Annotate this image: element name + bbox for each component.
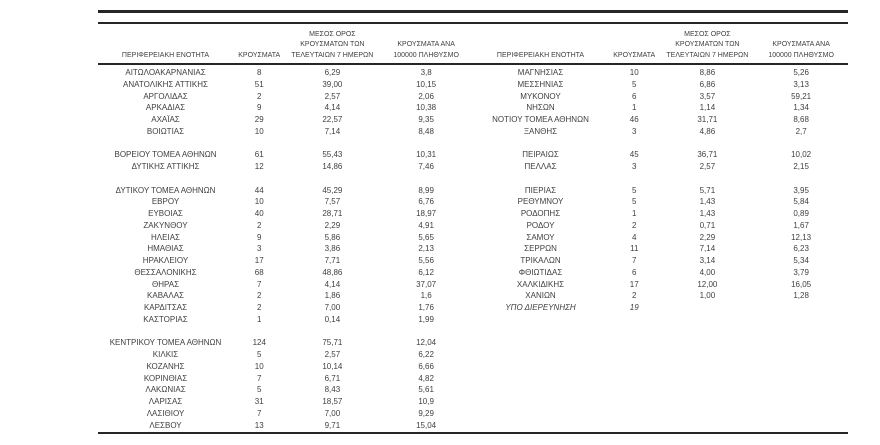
cell-avg7: 6,86 [699, 79, 716, 89]
cell-avg7: 2,57 [324, 91, 341, 101]
cell-cases: 68 [254, 267, 264, 277]
cell-region: ΔΥΤΙΚΟΥ ΤΟΜΕΑ ΑΘΗΝΩΝ [115, 185, 216, 195]
cell-cases: 51 [254, 79, 264, 89]
left-table [98, 26, 473, 431]
cell-avg7: 6,29 [324, 68, 341, 77]
cell-cases: 3 [257, 244, 262, 254]
table-row [98, 149, 473, 161]
cell-avg7: 7,14 [699, 244, 716, 254]
table-row [98, 220, 473, 232]
cell-cases: 61 [254, 150, 264, 160]
left-table-rows [98, 63, 473, 431]
cell-per100k: 9,35 [418, 115, 434, 124]
cell-region: ΕΒΡΟΥ [151, 197, 180, 207]
table-row [473, 161, 848, 173]
cell-per100k: 12,04 [416, 338, 437, 348]
cell-region: ΒΟΡΕΙΟΥ ΤΟΜΕΑ ΑΘΗΝΩΝ [114, 150, 217, 160]
table-row [473, 267, 848, 279]
cell-per100k: 8,68 [793, 115, 809, 124]
cell-avg7: 2,29 [699, 232, 716, 242]
table-row [98, 361, 473, 373]
table-row [473, 290, 848, 302]
table-row [98, 91, 473, 103]
cell-per100k: 1,99 [418, 314, 434, 324]
cell-avg7: 31,71 [697, 115, 718, 124]
cell-avg7: 7,00 [324, 303, 341, 312]
cell-avg7: 4,86 [699, 126, 716, 136]
cell-region: ΝΗΣΩΝ [526, 103, 555, 113]
col-header-region-label: ΠΕΡΙΦΕΡΕΙΑΚΗ ΕΝΟΤΗΤΑ [121, 51, 210, 59]
table-row [473, 220, 848, 232]
table-row [98, 267, 473, 279]
table-row [473, 208, 848, 220]
cell-per100k: 1,6 [420, 291, 432, 301]
cell-per100k: 8,99 [418, 185, 434, 195]
cell-per100k: 5,61 [418, 385, 434, 395]
table-row [98, 396, 473, 408]
table-row [98, 290, 473, 302]
table-row [98, 102, 473, 114]
cell-avg7: 0,14 [324, 314, 341, 324]
cell-per100k: 2,15 [793, 162, 809, 171]
cell-cases: 9 [257, 103, 262, 113]
cell-avg7: 22,57 [322, 115, 343, 124]
cell-region: ΗΜΑΘΙΑΣ [147, 244, 184, 254]
col-header-avg7-line2: ΚΡΟΥΣΜΑΤΩΝ ΤΩΝ [300, 41, 365, 48]
table-row [473, 232, 848, 244]
cell-cases: 3 [632, 162, 637, 171]
cell-cases: 2 [632, 291, 637, 301]
table-row [98, 243, 473, 255]
table-row [473, 79, 848, 91]
cell-avg7: 3,57 [699, 91, 716, 101]
cell-region: ΠΕΛΛΑΣ [524, 162, 557, 171]
cell-cases: 1 [632, 103, 637, 113]
cell-per100k: 6,66 [418, 361, 434, 371]
col-header-cases [608, 51, 661, 62]
cell-avg7: 8,86 [699, 68, 716, 77]
cell-cases: 5 [257, 385, 262, 395]
cell-cases: 5 [632, 185, 637, 195]
table-row [473, 114, 848, 126]
col-header-cases-label: ΚΡΟΥΣΜΑΤΑ [238, 51, 281, 59]
cell-avg7: 6,71 [324, 373, 341, 383]
cell-cases: 5 [632, 197, 637, 207]
table-row [473, 279, 848, 291]
cell-region: ΛΕΣΒΟΥ [149, 420, 182, 430]
table-row [98, 255, 473, 267]
col-header-per100k-line2: 100000 ΠΛΗΘΥΣΜΟ [393, 51, 459, 59]
table-row [98, 302, 473, 314]
cell-region: ΒΟΙΩΤΙΑΣ [146, 126, 185, 136]
cell-cases: 124 [252, 338, 266, 348]
cell-cases: 29 [254, 115, 264, 124]
col-header-region-label: ΠΕΡΙΦΕΡΕΙΑΚΗ ΕΝΟΤΗΤΑ [496, 51, 585, 59]
cell-region: ΑΧΑΪΑΣ [151, 115, 180, 124]
table-row [473, 91, 848, 103]
table-row [98, 196, 473, 208]
cell-region: ΛΑΡΙΣΑΣ [148, 397, 183, 406]
cell-per100k: 7,46 [418, 162, 434, 171]
cell-per100k: 10,9 [418, 397, 434, 406]
cell-per100k: 6,12 [418, 267, 434, 277]
cell-avg7: 9,71 [324, 420, 341, 430]
col-header-per100k [754, 40, 848, 61]
spacer-row [473, 138, 848, 150]
table-row [473, 196, 848, 208]
cell-avg7: 36,71 [697, 150, 718, 160]
cell-per100k: 9,29 [418, 408, 434, 418]
cell-region: ΠΕΙΡΑΙΩΣ [522, 150, 559, 160]
cell-cases: 10 [254, 126, 264, 136]
table-row [98, 279, 473, 291]
table-row [98, 232, 473, 244]
cell-region: ΚΑΣΤΟΡΙΑΣ [143, 314, 188, 324]
spacer-row [98, 138, 473, 150]
cell-region: ΦΘΙΩΤΙΔΑΣ [518, 267, 563, 277]
right-table [473, 26, 848, 431]
table-row [473, 255, 848, 267]
col-header-avg7-line1: ΜΕΣΟΣ ΟΡΟΣ [684, 30, 731, 38]
cell-avg7: 75,71 [322, 338, 343, 348]
cell-region: ΛΑΣΙΘΙΟΥ [146, 408, 185, 418]
tables-area [98, 26, 848, 431]
cell-cases: 45 [629, 150, 639, 160]
table-row [473, 149, 848, 161]
cell-region: ΕΥΒΟΙΑΣ [148, 209, 183, 218]
col-header-cases [233, 51, 286, 62]
cell-region: ΛΑΚΩΝΙΑΣ [145, 385, 186, 395]
cell-region: ΑΙΤΩΛΟΑΚΑΡΝΑΝΙΑΣ [125, 68, 206, 77]
cell-avg7: 1,43 [699, 197, 716, 207]
cell-per100k: 2,13 [418, 244, 434, 254]
col-header-avg7-line2: ΚΡΟΥΣΜΑΤΩΝ ΤΩΝ [675, 41, 740, 48]
cell-per100k: 0,89 [793, 209, 809, 218]
cell-avg7: 39,00 [322, 79, 343, 89]
cell-per100k: 59,21 [791, 91, 812, 101]
cell-region: ΥΠΟ ΔΙΕΡΕΥΝΗΣΗ [505, 303, 576, 312]
cell-region: ΑΡΓΟΛΙΔΑΣ [143, 91, 188, 101]
cell-per100k: 1,76 [418, 303, 434, 312]
cell-cases: 7 [257, 279, 262, 289]
table-row [473, 185, 848, 197]
cell-cases: 6 [632, 267, 637, 277]
cell-cases: 2 [257, 220, 262, 230]
cell-avg7: 1,14 [699, 103, 716, 113]
col-header-avg7-line1: ΜΕΣΟΣ ΟΡΟΣ [309, 30, 356, 38]
top-rule-thin [98, 22, 848, 24]
cell-cases: 7 [632, 256, 637, 265]
cell-region: ΑΝΑΤΟΛΙΚΗΣ ΑΤΤΙΚΗΣ [123, 79, 208, 89]
cell-avg7: 28,71 [322, 209, 343, 218]
cell-per100k: 4,82 [418, 373, 434, 383]
cell-region: ΧΑΝΙΩΝ [525, 291, 556, 301]
table-row [98, 185, 473, 197]
cell-region: ΚΟΡΙΝΘΙΑΣ [143, 373, 188, 383]
cell-per100k: 1,67 [793, 220, 809, 230]
cell-region: ΚΟΖΑΝΗΣ [146, 361, 185, 371]
table-row [98, 373, 473, 385]
table-row [98, 208, 473, 220]
cell-cases: 2 [257, 303, 262, 312]
cell-avg7: 7,57 [324, 197, 341, 207]
cell-cases: 3 [632, 126, 637, 136]
col-header-per100k-line2: 100000 ΠΛΗΘΥΣΜΟ [768, 51, 834, 59]
cell-region: ΤΡΙΚΑΛΩΝ [520, 256, 561, 265]
cell-per100k: 16,05 [791, 279, 812, 289]
cell-per100k: 1,28 [793, 291, 809, 301]
cell-per100k: 4,91 [418, 220, 434, 230]
cell-per100k: 12,13 [791, 232, 812, 242]
cell-cases: 7 [257, 408, 262, 418]
cell-per100k: 5,56 [418, 256, 434, 265]
cell-avg7: 2,29 [324, 220, 341, 230]
cell-region: ΘΕΣΣΑΛΟΝΙΚΗΣ [134, 267, 197, 277]
cell-cases: 2 [257, 91, 262, 101]
table-row [98, 67, 473, 79]
cell-avg7: 1,00 [699, 291, 716, 301]
cell-avg7: 1,86 [324, 291, 341, 301]
table-row [98, 420, 473, 432]
table-row [473, 302, 848, 314]
cell-per100k: 37,07 [416, 279, 437, 289]
cell-per100k: 5,65 [418, 232, 434, 242]
cell-avg7: 5,71 [699, 185, 716, 195]
cell-avg7: 18,57 [322, 397, 343, 406]
right-table-header [473, 26, 848, 63]
table-row [98, 79, 473, 91]
col-header-avg7 [286, 30, 380, 62]
cell-per100k: 15,04 [416, 420, 437, 430]
table-row [98, 349, 473, 361]
cell-region: ΔΥΤΙΚΗΣ ΑΤΤΙΚΗΣ [131, 162, 200, 171]
left-table-header [98, 26, 473, 63]
cell-cases: 2 [632, 220, 637, 230]
cell-region: ΡΟΔΟΥ [526, 220, 555, 230]
table-row [473, 102, 848, 114]
cell-region: ΘΗΡΑΣ [151, 279, 180, 289]
cell-per100k: 10,02 [791, 150, 812, 160]
cell-region: ΜΥΚΟΝΟΥ [520, 91, 561, 101]
cell-cases: 13 [254, 420, 264, 430]
cell-per100k: 1,34 [793, 103, 809, 113]
cell-cases: 10 [254, 361, 264, 371]
right-table-rows [473, 63, 848, 314]
cell-avg7: 7,14 [324, 126, 341, 136]
cell-region: ΜΑΓΝΗΣΙΑΣ [517, 68, 564, 77]
cell-cases: 46 [629, 115, 639, 124]
cell-region: ΚΙΛΚΙΣ [152, 350, 179, 359]
col-header-per100k [379, 40, 473, 61]
cell-region: ΠΙΕΡΙΑΣ [524, 185, 557, 195]
cell-avg7: 1,43 [699, 209, 716, 218]
cell-cases: 10 [254, 197, 264, 207]
table-row [473, 67, 848, 79]
cell-region: ΜΕΣΣΗΝΙΑΣ [517, 79, 564, 89]
cell-cases: 17 [254, 256, 264, 265]
cell-region: ΡΕΘΥΜΝΟΥ [517, 197, 564, 207]
cell-avg7: 4,00 [699, 267, 716, 277]
table-row [98, 126, 473, 138]
cell-per100k: 10,38 [416, 103, 437, 113]
col-header-cases-label: ΚΡΟΥΣΜΑΤΑ [613, 51, 656, 59]
cell-avg7: 4,14 [324, 279, 341, 289]
col-header-avg7-line3: ΤΕΛΕΥΤΑΙΩΝ 7 ΗΜΕΡΩΝ [291, 51, 374, 59]
cell-avg7: 3,14 [699, 256, 716, 265]
cell-per100k: 5,84 [793, 197, 809, 207]
cell-avg7: 8,43 [324, 385, 341, 395]
cell-avg7: 4,14 [324, 103, 341, 113]
cell-region: ΞΑΝΘΗΣ [523, 126, 558, 136]
table-row [98, 408, 473, 420]
cell-cases: 17 [629, 279, 639, 289]
bottom-rule [98, 432, 848, 434]
col-header-avg7 [661, 30, 755, 62]
cell-per100k: 8,48 [418, 126, 434, 136]
cell-avg7: 7,00 [324, 408, 341, 418]
cell-cases: 1 [257, 314, 262, 324]
cell-cases: 5 [632, 79, 637, 89]
cell-cases: 31 [254, 397, 264, 406]
cell-cases: 8 [257, 68, 262, 77]
cell-avg7: 0,71 [699, 220, 716, 230]
cell-cases: 5 [257, 350, 262, 359]
cell-region: ΚΑΡΔΙΤΣΑΣ [143, 303, 188, 312]
cell-per100k: 3,13 [793, 79, 809, 89]
cell-per100k: 5,26 [793, 68, 809, 77]
cell-avg7: 5,86 [324, 232, 341, 242]
col-header-region [473, 51, 608, 62]
cell-per100k: 2,7 [795, 126, 807, 136]
cell-region: ΡΟΔΟΠΗΣ [520, 209, 561, 218]
cell-per100k: 2,06 [418, 91, 434, 101]
cell-avg7: 7,71 [324, 256, 341, 265]
cell-region: ΖΑΚΥΝΘΟΥ [143, 220, 188, 230]
cell-region: ΣΑΜΟΥ [526, 232, 555, 242]
cell-region: ΧΑΛΚΙΔΙΚΗΣ [516, 279, 565, 289]
cell-per100k: 5,34 [793, 256, 809, 265]
cell-region: ΣΕΡΡΩΝ [524, 244, 557, 254]
col-header-avg7-line3: ΤΕΛΕΥΤΑΙΩΝ 7 ΗΜΕΡΩΝ [666, 51, 749, 59]
cell-region: ΗΡΑΚΛΕΙΟΥ [142, 256, 189, 265]
col-header-region [98, 51, 233, 62]
cell-per100k: 6,76 [418, 197, 434, 207]
cell-avg7: 3,86 [324, 244, 341, 254]
cell-avg7: 45,29 [322, 185, 343, 195]
table-row [98, 384, 473, 396]
cell-cases: 40 [254, 209, 264, 218]
cell-region: ΚΕΝΤΡΙΚΟΥ ΤΟΜΕΑ ΑΘΗΝΩΝ [109, 338, 222, 348]
table-row [98, 161, 473, 173]
cell-cases: 19 [629, 303, 639, 312]
cell-cases: 11 [630, 244, 639, 254]
cell-avg7: 10,14 [322, 361, 343, 371]
spacer-row [473, 173, 848, 185]
cell-per100k: 6,22 [418, 350, 434, 359]
cell-per100k: 3,79 [793, 267, 809, 277]
cell-avg7: 2,57 [324, 350, 341, 359]
cell-cases: 10 [629, 68, 639, 77]
top-rule-thick [98, 10, 848, 13]
cell-avg7: 48,86 [322, 267, 343, 277]
spacer-row [98, 173, 473, 185]
cell-per100k: 3,95 [793, 185, 809, 195]
cell-per100k: 6,23 [793, 244, 809, 254]
cell-avg7: 55,43 [322, 150, 343, 160]
cell-cases: 4 [632, 232, 637, 242]
cell-avg7: 2,57 [699, 162, 716, 171]
cell-region: ΗΛΕΙΑΣ [151, 232, 180, 242]
cell-per100k: 3,8 [420, 68, 432, 77]
col-header-per100k-line1: ΚΡΟΥΣΜΑΤΑ ΑΝΑ [772, 41, 830, 48]
table-row [98, 314, 473, 326]
cell-region: ΚΑΒΑΛΑΣ [147, 291, 184, 301]
col-header-per100k-line1: ΚΡΟΥΣΜΑΤΑ ΑΝΑ [397, 41, 455, 48]
cell-cases: 2 [257, 291, 262, 301]
cell-cases: 6 [632, 91, 637, 101]
cell-cases: 9 [257, 232, 262, 242]
cell-region: ΝΟΤΙΟΥ ΤΟΜΕΑ ΑΘΗΝΩΝ [492, 115, 589, 124]
cell-region: ΑΡΚΑΔΙΑΣ [145, 103, 186, 113]
cell-cases: 12 [254, 162, 264, 171]
cell-per100k: 10,31 [416, 150, 437, 160]
table-row [473, 243, 848, 255]
table-row [98, 337, 473, 349]
cell-cases: 44 [254, 185, 264, 195]
cell-avg7: 12,00 [697, 279, 718, 289]
cell-cases: 7 [257, 373, 262, 383]
cell-per100k: 18,97 [416, 209, 437, 218]
spacer-row [98, 326, 473, 338]
cell-cases: 1 [632, 209, 637, 218]
cell-per100k: 10,15 [416, 79, 437, 89]
cell-avg7: 14,86 [322, 162, 343, 171]
table-row [98, 114, 473, 126]
table-row [473, 126, 848, 138]
